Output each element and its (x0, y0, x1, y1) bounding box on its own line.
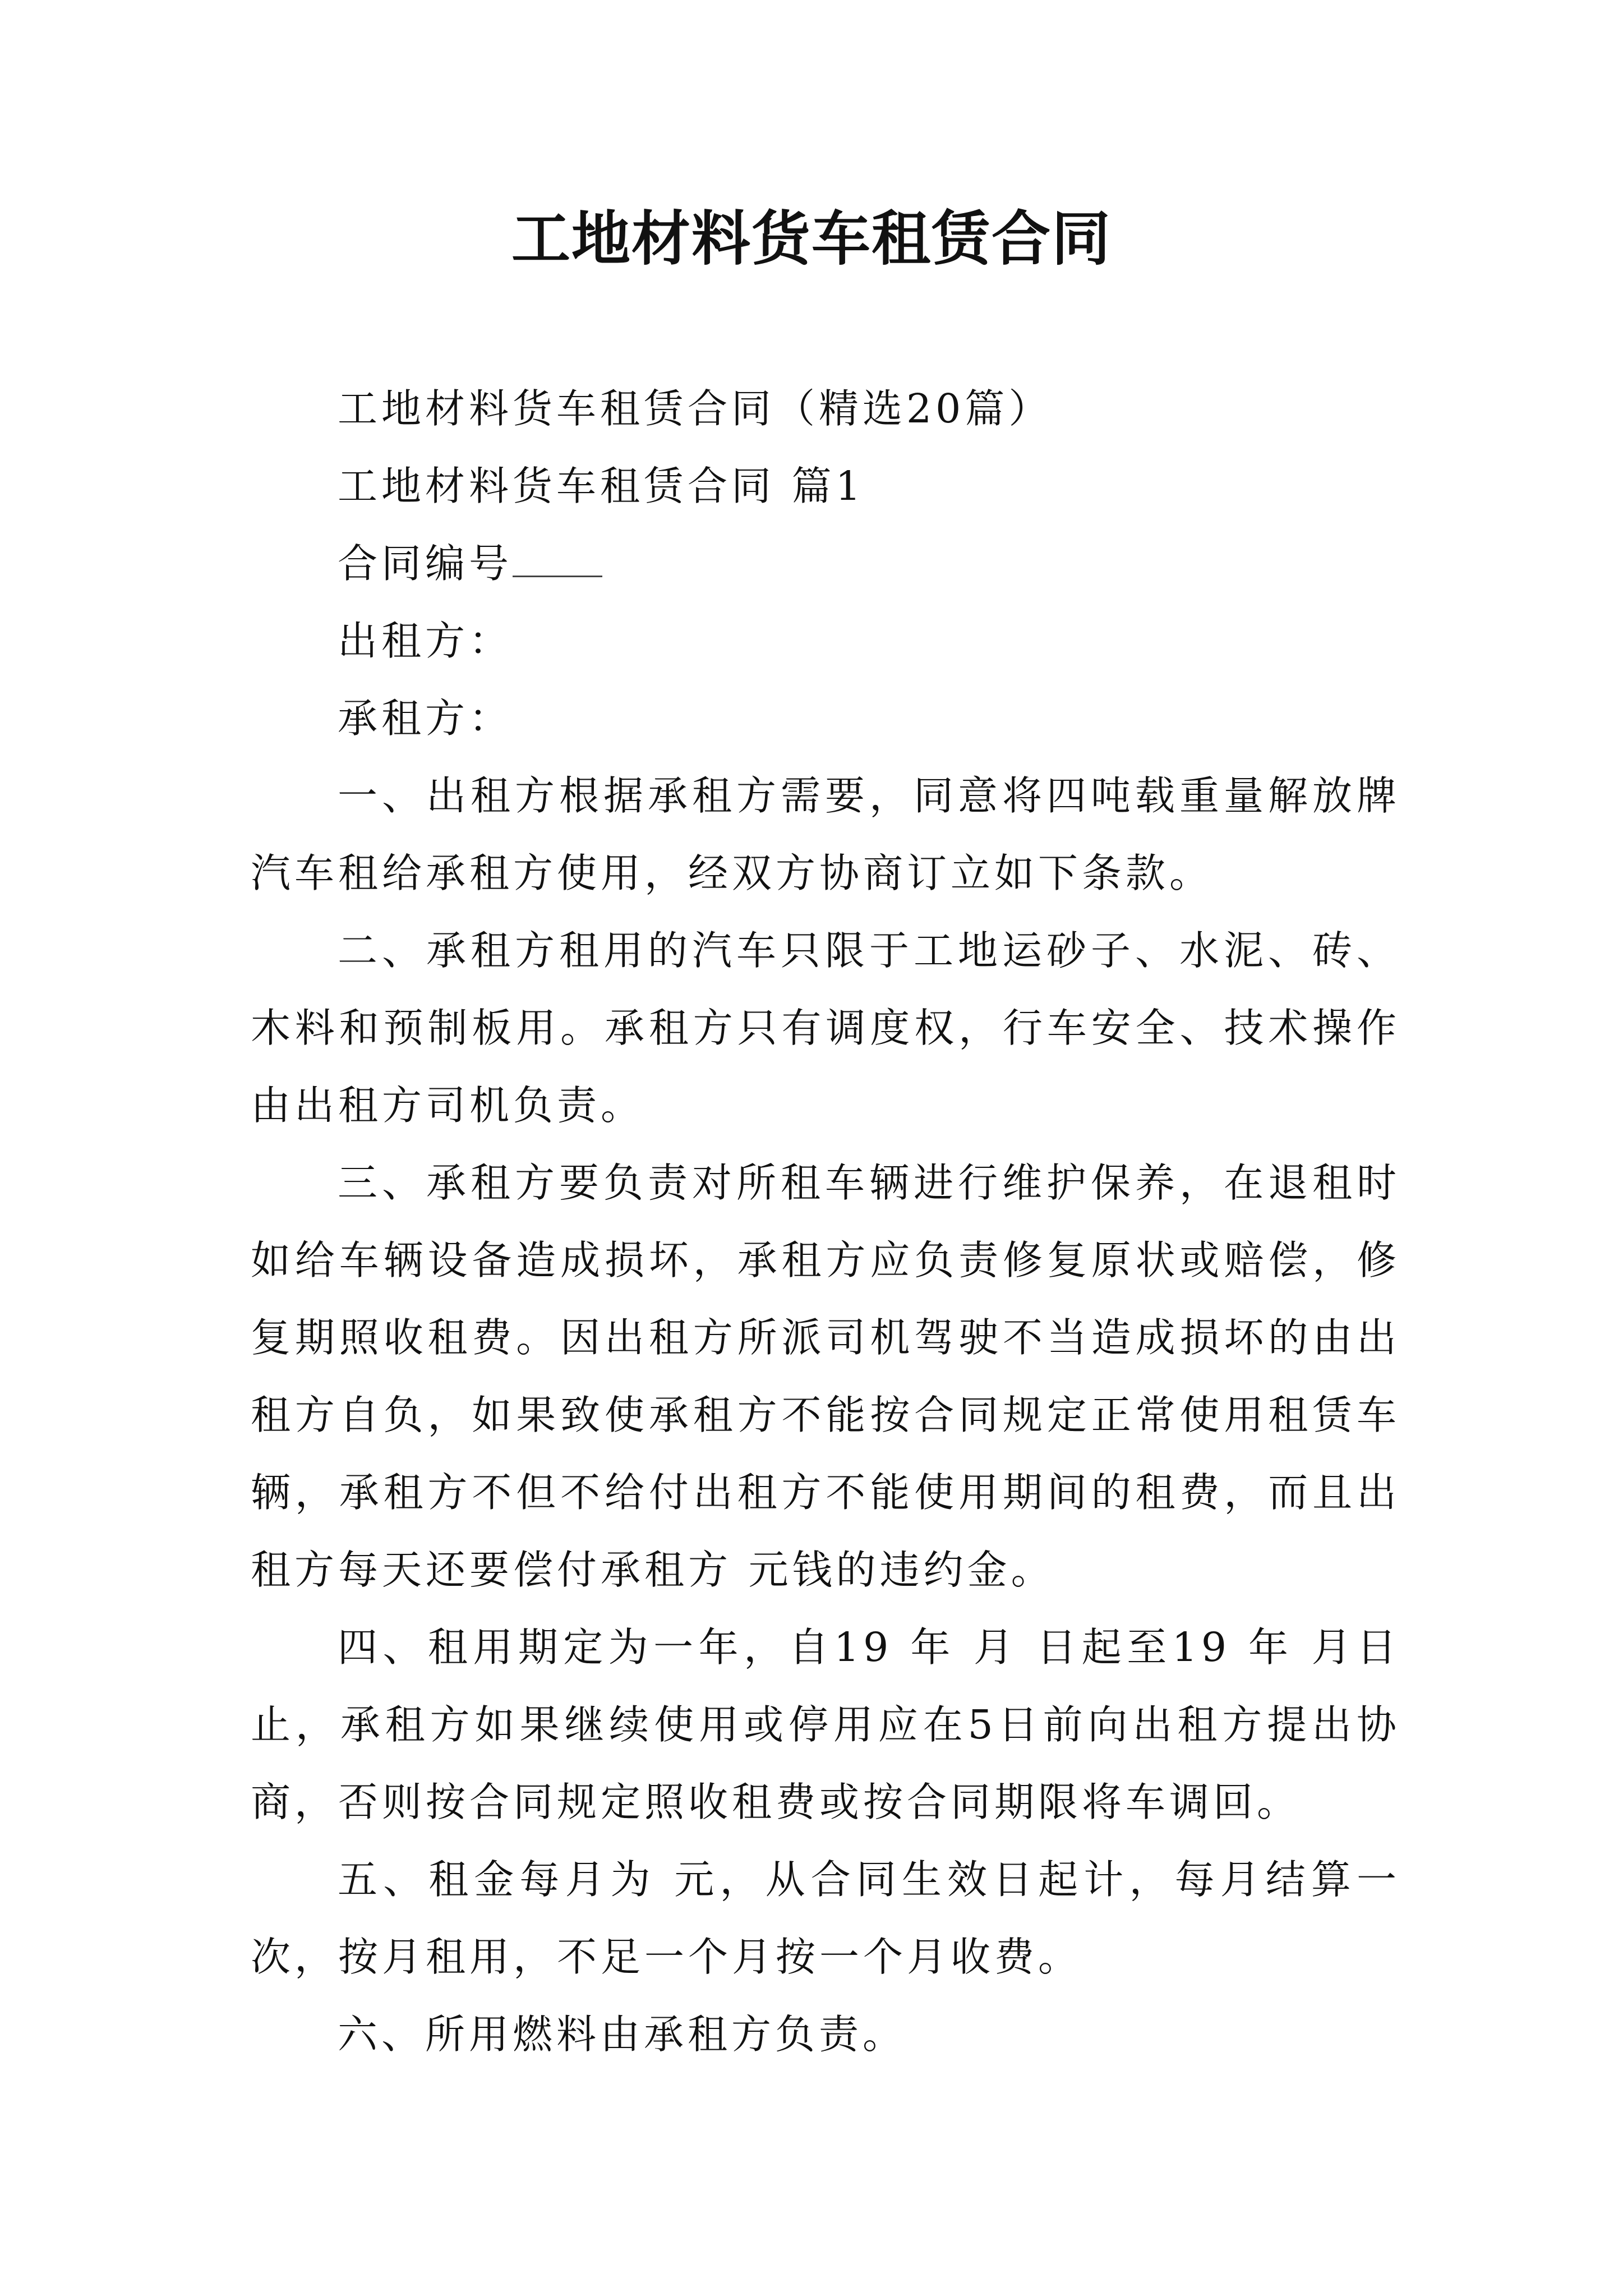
document-body (251, 370, 1400, 2073)
lessee-label: 承租方： (338, 695, 513, 742)
contract-number-label: 合同编号 (338, 540, 513, 587)
lessor-label: 出租方： (338, 618, 513, 664)
document-title: 工地材料货车租赁合同 (511, 204, 1112, 273)
document-subtitle: 工地材料货车租赁合同（精选20篇） (338, 385, 1053, 432)
clause-1: 一、出租方根据承租方需要，同意将四吨载重量解放牌汽车租给承租方使用，经双方协商订立如下条款。 (251, 772, 1400, 896)
contract-number-line (251, 525, 1400, 602)
clause-6: 六、所用燃料由承租方负责。 (338, 2011, 907, 2058)
section-heading: 工地材料货车租赁合同 篇1 (338, 463, 865, 509)
clause-4: 四、租用期定为一年，自19 年 月 日起至19 年 月日止，承租方如果继续使用或停用应在5日前向出租方提出协商，否则按合同规定照收租费或按合同期限将车调回。 (251, 1624, 1400, 1825)
clause-3: 三、承租方要负责对所租车辆进行维护保养，在退租时如给车辆设备造成损坏，承租方应负责修复原状或赔偿，修复期照收租费。因出租方所派司机驾驶不当造成损坏的由出租方自负，如果致使承租方不能按合同规定正常使用租赁车辆，承租方不但不给付出租方不能使用期间的租费，而且出租方每天还要偿付承租方 元钱的违约金。 (251, 1159, 1400, 1593)
contract-number-blank (513, 564, 602, 577)
clause-2: 二、承租方租用的汽车只限于工地运砂子、水泥、砖、木料和预制板用。承租方只有调度权，行车安全、技术操作由出租方司机负责。 (251, 927, 1400, 1129)
clause-5: 五、租金每月为 元，从合同生效日起计，每月结算一次，按月租用，不足一个月按一个月收费。 (251, 1856, 1400, 1980)
